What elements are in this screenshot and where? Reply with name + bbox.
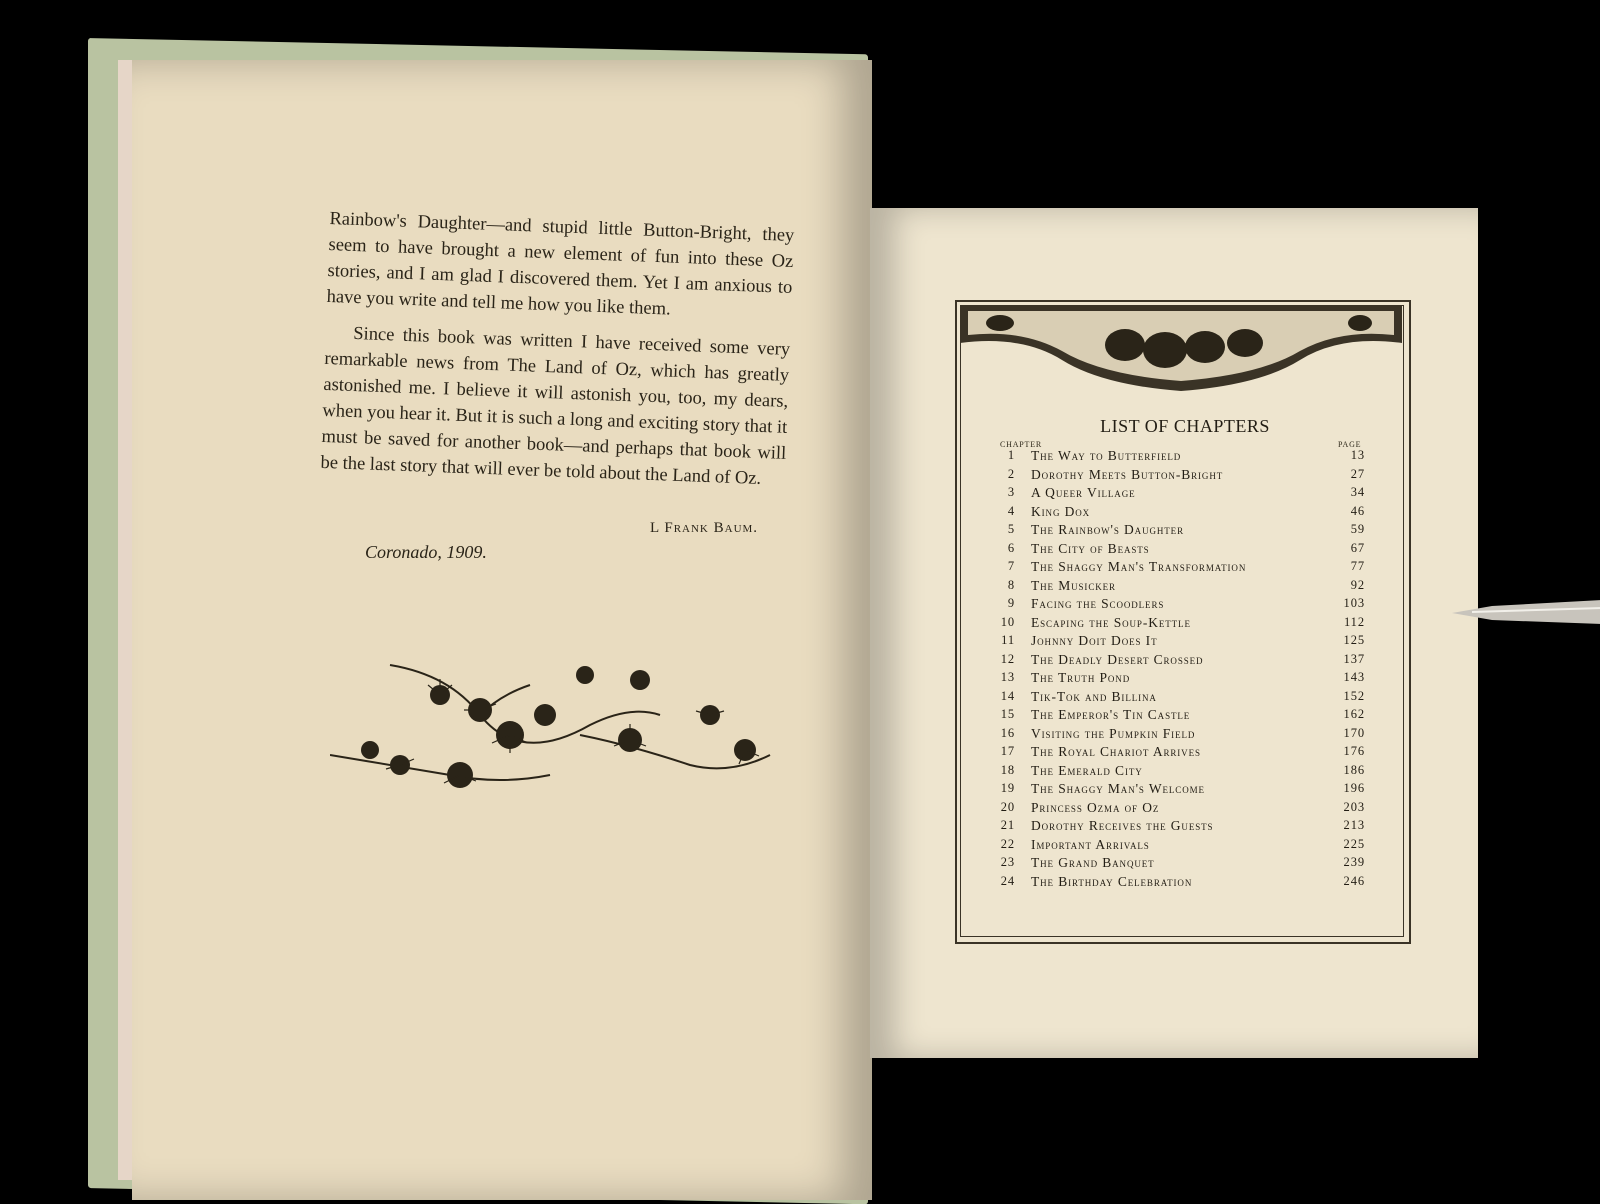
chapter-number: 14 [1000, 688, 1015, 703]
chapter-row [995, 800, 1375, 819]
chapter-row [995, 855, 1375, 874]
chapter-number: 15 [1000, 707, 1015, 721]
chapter-number: 24 [1000, 873, 1015, 888]
chapter-number: 10 [1000, 614, 1015, 629]
chapter-list [995, 448, 1375, 892]
chapter-page: 186 [1343, 762, 1365, 777]
chapter-row [995, 448, 1375, 467]
chapter-row [995, 467, 1375, 486]
chapter-number: 12 [1000, 651, 1015, 666]
chapter-page: 162 [1343, 707, 1365, 721]
chapter-number: 6 [1007, 540, 1015, 555]
chapter-title: The Rainbow's Daughter [1031, 522, 1184, 537]
chapter-row [995, 596, 1375, 615]
chapter-page: 143 [1343, 670, 1365, 684]
chapter-page: 92 [1350, 577, 1365, 592]
chapter-number: 18 [1000, 762, 1015, 777]
chapter-page: 152 [1343, 688, 1365, 703]
chapter-title: Important Arrivals [1031, 836, 1150, 852]
chapter-number: 8 [1007, 577, 1015, 592]
chapter-page: 67 [1350, 540, 1365, 555]
dateline: Coronado, 1909. [365, 542, 487, 562]
chapter-title: A Queer Village [1031, 485, 1136, 500]
chapter-title: The Emerald City [1031, 762, 1143, 778]
chapter-row [995, 763, 1375, 782]
preface-paragraph-2: Since this book was written I have received some very remarkable news from The Land of Oz, which has greatly astonished me. I believe it will astonish you, too, my dears, when you hear it. But it is such a long and exciting story that it must be saved for another book—and perhaps that book will be the last story that will ever be told about the Land of Oz. [320, 323, 791, 489]
chapter-page: 112 [1344, 614, 1365, 629]
chapter-page: 203 [1343, 799, 1365, 814]
chapter-row [995, 615, 1375, 634]
chapter-number: 21 [1000, 818, 1015, 832]
chapter-page: 59 [1350, 522, 1365, 536]
chapter-title: The Birthday Celebration [1031, 873, 1193, 889]
chapter-row [995, 781, 1375, 800]
pointer-stick [1452, 598, 1600, 628]
chapter-number: 11 [1001, 633, 1015, 647]
chapter-title: The Deadly Desert Crossed [1031, 651, 1204, 667]
chapter-title: The Way to Butterfield [1031, 448, 1182, 463]
decorative-headpiece [960, 305, 1402, 397]
chapter-page: 27 [1350, 466, 1365, 481]
chapter-title: Tik-Tok and Billina [1031, 688, 1157, 704]
chapter-title: Johnny Doit Does It [1031, 633, 1158, 648]
chapter-row [995, 541, 1375, 560]
chapter-page: 46 [1350, 503, 1365, 518]
chapter-page: 239 [1343, 855, 1365, 869]
chapter-title: The Truth Pond [1031, 670, 1131, 685]
chapter-page: 213 [1343, 818, 1365, 832]
chapter-column-header: CHAPTER [1000, 440, 1043, 449]
chapter-title: The City of Beasts [1031, 540, 1150, 556]
chapter-row [995, 504, 1375, 523]
chapter-number: 16 [1000, 725, 1015, 740]
chapter-row [995, 689, 1375, 708]
chapter-row [995, 726, 1375, 745]
chapter-row [995, 837, 1375, 856]
chapter-number: 17 [1000, 744, 1015, 758]
chapter-title: Escaping the Soup-Kettle [1031, 614, 1191, 630]
chapter-row [995, 744, 1375, 763]
chapter-row [995, 670, 1375, 689]
flower-illustration [330, 655, 790, 855]
chapter-page: 103 [1343, 596, 1365, 610]
chapter-page: 125 [1343, 633, 1365, 647]
chapter-title: King Dox [1031, 503, 1091, 519]
page-column-header: PAGE [1338, 440, 1362, 449]
chapter-page: 13 [1350, 448, 1365, 462]
chapter-title: Dorothy Receives the Guests [1031, 818, 1214, 833]
toc-title: LIST OF CHAPTERS [1100, 416, 1270, 436]
chapter-title: The Grand Banquet [1031, 855, 1155, 870]
chapter-page: 137 [1343, 651, 1365, 666]
chapter-number: 23 [1000, 855, 1015, 869]
chapter-number: 20 [1000, 799, 1015, 814]
chapter-page: 196 [1343, 781, 1365, 795]
chapter-row [995, 559, 1375, 578]
chapter-number: 2 [1007, 466, 1015, 481]
chapter-page: 77 [1350, 559, 1365, 573]
chapter-number: 22 [1000, 836, 1015, 851]
chapter-title: The Emperor's Tin Castle [1031, 707, 1191, 722]
chapter-row [995, 652, 1375, 671]
author-signature: L Frank Baum. [650, 520, 759, 536]
chapter-title: The Royal Chariot Arrives [1031, 744, 1201, 759]
chapter-title: Dorothy Meets Button-Bright [1031, 466, 1224, 482]
chapter-row [995, 485, 1375, 504]
chapter-title: Princess Ozma of Oz [1031, 799, 1160, 815]
chapter-page: 176 [1343, 744, 1365, 758]
chapter-page: 34 [1350, 485, 1365, 499]
chapter-title: The Musicker [1031, 577, 1116, 593]
chapter-number: 13 [1000, 670, 1015, 684]
chapter-number: 9 [1007, 596, 1015, 610]
chapter-page: 225 [1343, 836, 1365, 851]
chapter-number: 3 [1007, 485, 1015, 499]
chapter-title: The Shaggy Man's Welcome [1031, 781, 1205, 796]
chapter-number: 1 [1007, 448, 1015, 462]
chapter-page: 170 [1343, 725, 1365, 740]
chapter-number: 4 [1007, 503, 1015, 518]
chapter-row [995, 578, 1375, 597]
chapter-row [995, 633, 1375, 652]
preface-text [320, 206, 795, 503]
chapter-number: 19 [1000, 781, 1015, 795]
chapter-page: 246 [1343, 873, 1365, 888]
chapter-row [995, 522, 1375, 541]
preface-paragraph-1: Rainbow's Daughter—and stupid little Button-Bright, they seem to have brought a new element of fun into these Oz stories, and I am glad I discovered them. Yet I am anxious to have you write and tell me how you like them. [326, 208, 795, 320]
chapter-row [995, 707, 1375, 726]
chapter-row [995, 874, 1375, 893]
chapter-number: 7 [1007, 559, 1015, 573]
chapter-title: The Shaggy Man's Transformation [1031, 559, 1247, 574]
chapter-number: 5 [1007, 522, 1015, 536]
chapter-title: Facing the Scoodlers [1031, 596, 1165, 611]
chapter-title: Visiting the Pumpkin Field [1031, 725, 1196, 741]
chapter-row [995, 818, 1375, 837]
